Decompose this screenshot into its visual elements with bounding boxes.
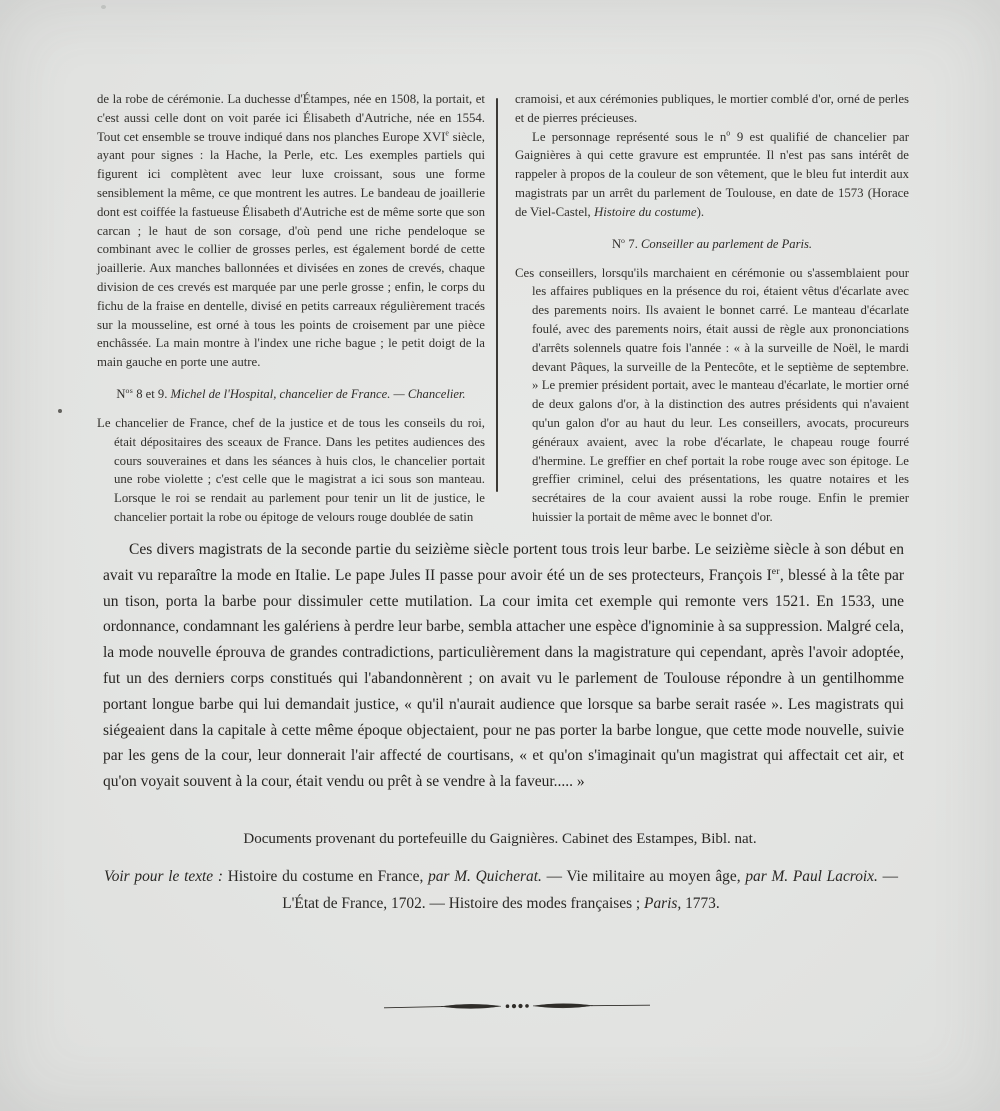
reference-line: Voir pour le texte : Histoire du costume en France, par M. Quicherat. — Vie militaire au moyen âge, par M. Paul Lacroix. — L'État de France, 1702. — Histoire des modes françaises ; Paris, 1773. — [104, 868, 898, 912]
right-column-paragraph-conseillers: Ces conseillers, lorsqu'ils marchaient en cérémonie ou s'assemblaient pour les affaires publiques en la présence du roi, étaient vêtus d'écarlate avec des parements noirs. Ils avaient le bonnet carré. Le manteau d'écarlate foulé, avec des parements noirs, était aussi de règle aux prononciations d'arrêts solennels quatre fois l'année : « à la surveille de Noël, le mardi devant Pâques, la surveille de la Pentecôte, et le septième de septembre. » Le premier président portait, avec le manteau d'écarlate, le mortier orné de deux galons d'or, à la distinction des autres présidents qui n'avaient qu'un galon d'or au haut du leur. Les conseillers, avocats, procureurs généraux avaient, avec la robe d'écarlate, le chapeau rouge fourré d'hermine. Le greffier en chef portait la robe rouge avec son épitoge. Le greffier criminel, celui des présentations, les quatre notaires et les secrétaires de la cour avaient aussi la robe rouge. Enfin le premier huissier la portait de même avec le bonnet d'or. — [515, 265, 909, 524]
two-column-text-block — [97, 90, 909, 527]
heading-nos-8-et-9: $N^{os}$ 8 et 9. Michel de l'Hospital, chancelier de France. — Chancelier. — [116, 385, 466, 401]
ink-speck — [58, 409, 62, 413]
column-divider-rule — [496, 98, 498, 492]
heading-no-7: $N^o$ 7. Conseiller au parlement de Paris. — [611, 235, 813, 251]
tailpiece-divider — [381, 996, 653, 1018]
paper-smudge — [101, 5, 106, 9]
main-paragraph-barbe: Ces divers magistrats de la seconde partie du seizième siècle portent tous trois leur barbe. Le seizième siècle à son début en avait vu reparaître la mode en Italie. Le pape Jules II passe pour avoir été un de ses protecteurs, François Ier, blessé à la tête par un tison, porta la barbe pour dissimuler cette mutilation. La cour imita cet exemple qui remonte vers 1521. En 1533, une ordonnance, condamnant les galériens à perdre leur barbe, sembla attacher une espèce d'ignominie à sa suppression. Malgré cela, la mode nouvelle éprouva de grandes contradictions, particulièrement dans la magistrature qui cependant, après l'avoir adoptée, fut un des derniers corps constitués qui l'abandonnèrent ; on avait vu le parlement de Toulouse répondre à un gentilhomme portant longue barbe qui lui demandait justice, « qu'il n'aurait audience que lorsque sa barbe serait rasée ». Les magistrats qui siégeaient dans la capitale à cette même époque objectaient, pour ne pas porter la barbe longue, que cette mode nouvelle, suivie par les gens de la cour, leur donnerait l'air affecté de courtisans, « et qu'on s'imaginait qu'un magistrat qui affectait cet air, et qu'on voyait souvent à la cour, était vendu ou prêt à se vendre à la faveur..... » — [103, 541, 904, 791]
provenance-line: Documents provenant du portefeuille du Gaignières. Cabinet des Estampes, Bibl. nat. — [243, 831, 757, 847]
right-column-paragraph-personnage: Le personnage représenté sous le $n^o$ 9 est qualifié de chancelier par Gaignières à qui cette gravure est empruntée. Il n'est pas sans intérêt de rappeler à propos de la couleur de son vêtement, que le bleu fut interdit aux magistrats par un arrêt du parlement de Toulouse, en date de 1573 (Horace de Viel-Castel, Histoire du costume). — [515, 128, 910, 219]
right-column — [515, 90, 909, 527]
left-column-paragraph-chancelier: Le chancelier de France, chef de la justice et de tous les conseils du roi, était dépositaires des sceaux de France. Dans les petites audiences des cours souveraines et dans les séances à huis clos, le chancelier portait une robe violette ; c'est celle que le magistrat a ici sous son manteau. Lorsque le roi se rendait au parlement pour tenir un lit de justice, le chancelier portait la robe ou épitoge de velours rouge doublée de satin — [97, 415, 485, 524]
right-column-paragraph-cramoisi: cramoisi, et aux cérémonies publiques, le mortier comblé d'or, orné de perles et de pierres précieuses. — [515, 92, 909, 125]
left-column-paragraph-ceremony-robe: de la robe de cérémonie. La duchesse d'Étampes, née en 1508, la portait, et c'est aussi celle dont on voit parée ici Élisabeth d'Autriche, née en 1554. Tout cet ensemble se trouve indiqué dans nos planches Europe XVIe siècle, ayant pour signes : la Hache, la Perle, etc. Les exemples partiels qui figurent ici complètent avec leur luxe croissant, sous une forme sensiblement la même, ce que montrent les autres. Le bandeau de joaillerie dont est coiffée la fastueuse Élisabeth d'Autriche est de même sorte que son carcan ; le haut de son corsage, d'où pend une riche pendeloque se combinant avec le collier de grosses perles, est également bordé de cette joaillerie. Aux manches ballonnées et divisées en zones de crevés, chaque division de ces crevés est marquée par une perle grosse ; enfin, le corps du fichu de la fraise en dentelle, divisé en petits carreaux régulièrement tracés sur la mousseline, est orné à tous les points de croisement par une pièce enchâssée. La main montre à l'index une riche bague ; le petit doigt de la main gauche en porte une autre. — [97, 92, 485, 370]
left-column — [97, 90, 485, 527]
tailpiece-flourish-icon — [381, 996, 653, 1018]
